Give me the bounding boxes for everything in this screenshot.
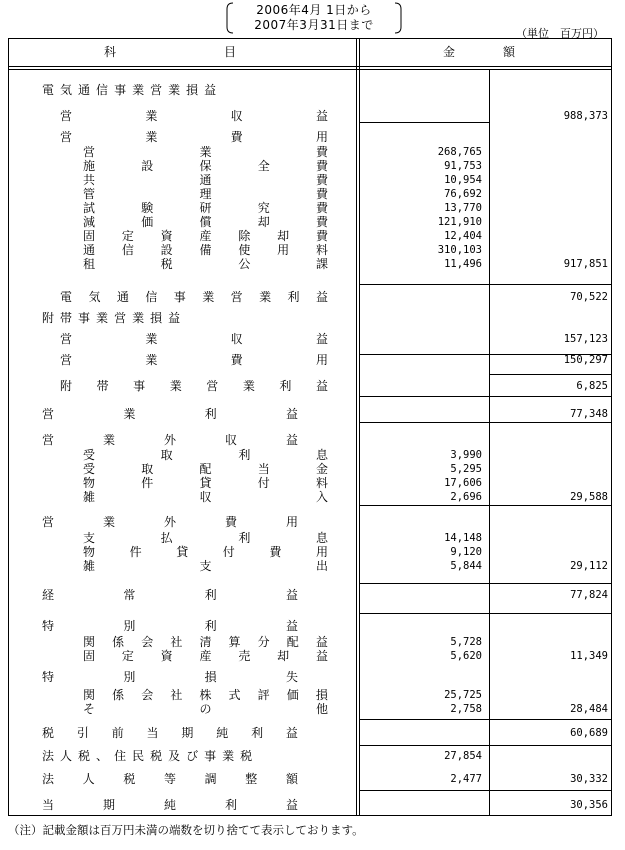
row-amount-detail: 2,696 [450,491,482,503]
row-label: 法 人 税 、 住 民 税 及 び 事 業 税 [42,749,259,763]
row-amount-total [492,619,608,633]
row-amount-total: 30,356 [570,799,608,811]
row-amount-total: 60,689 [570,727,608,739]
row-amount-total [492,311,608,325]
row-amount-detail: 13,770 [444,202,482,214]
row-amount-total: 11,349 [570,650,608,662]
row-label: 受 取 利 息 [83,448,328,462]
row-amount-total [492,83,608,97]
row-label: 租 税 公 課 [83,257,328,271]
row-amount-total [492,448,608,462]
row-label: 試 験 研 究 費 [83,201,328,215]
unit-label: （単位 百万円） [516,27,604,40]
row-label: 受 取 配 当 金 [83,462,328,476]
row-amount-detail: 5,295 [450,463,482,475]
row-amount-total: 70,522 [570,291,608,303]
row-amount-total [492,215,608,229]
row-amount-total: 157,123 [563,333,608,345]
row-label: そ の 他 [83,702,328,716]
row-amount-total: 29,112 [570,560,608,572]
row-amount-detail [360,515,482,529]
row-amount-total: 917,851 [563,258,608,270]
column-header-amount: 金 額 [443,45,516,59]
row-amount-total [492,145,608,159]
row-label: 固 定 資 産 売 却 益 [83,649,328,663]
period-end: 2007年3月31日まで [254,18,374,32]
row-label: 物 件 貸 付 料 [83,476,328,490]
row-amount-total [492,130,608,144]
row-amount-total: 150,297 [563,354,608,366]
row-amount-detail: 310,103 [437,244,482,256]
row-amount-total [492,749,608,763]
row-amount-detail [360,353,482,367]
row-amount-total: 30,332 [570,773,608,785]
row-label: 当 期 純 利 益 [42,798,298,812]
row-label: 営 業 外 収 益 [42,433,298,447]
row-amount-detail [360,433,482,447]
row-label: 附 帯 事 業 営 業 利 益 [60,379,328,393]
row-amount-total: 28,484 [570,703,608,715]
row-amount-detail [360,726,482,740]
column-header-subject: 科 目 [104,45,237,59]
row-amount-total [492,433,608,447]
row-amount-total [492,159,608,173]
row-amount-detail: 5,620 [450,650,482,662]
row-label: 営 業 外 費 用 [42,515,298,529]
row-label: 税 引 前 当 期 純 利 益 [42,726,298,740]
row-amount-detail [360,379,482,393]
row-amount-total [492,688,608,702]
row-amount-detail: 2,758 [450,703,482,715]
row-amount-detail [360,332,482,346]
row-label: 物 件 貸 付 費 用 [83,545,328,559]
row-amount-detail: 14,148 [444,532,482,544]
row-label: 電 気 通 信 事 業 営 業 損 益 [42,83,223,97]
row-label: 施 設 保 全 費 [83,159,328,173]
row-label: 営 業 収 益 [60,332,328,346]
row-amount-detail: 5,844 [450,560,482,572]
row-amount-detail: 5,728 [450,636,482,648]
row-amount-detail [360,83,482,97]
row-amount-detail [360,619,482,633]
row-amount-total [492,462,608,476]
row-label: 営 業 費 用 [60,130,328,144]
row-label: 特 別 損 失 [42,670,298,684]
row-amount-detail: 121,910 [437,216,482,228]
row-label: 固 定 資 産 除 却 費 [83,229,328,243]
row-amount-detail: 17,606 [444,477,482,489]
row-amount-total: 77,348 [570,408,608,420]
row-amount-detail [360,407,482,421]
row-label: 特 別 利 益 [42,619,298,633]
row-amount-detail: 3,990 [450,449,482,461]
row-amount-total: 988,373 [563,110,608,122]
row-amount-total: 6,825 [576,380,608,392]
row-amount-detail [360,109,482,123]
row-amount-total [492,173,608,187]
row-amount-detail: 27,854 [444,750,482,762]
row-label: 関 係 会 社 株 式 評 価 損 [83,688,328,702]
row-amount-total [492,545,608,559]
row-amount-detail [360,798,482,812]
row-amount-detail [360,311,482,325]
row-label: 法 人 税 等 調 整 額 [42,772,298,786]
row-label: 附 帯 事 業 営 業 損 益 [42,311,187,325]
row-amount-detail: 2,477 [450,773,482,785]
footnote: （注）記載金額は百万円未満の端数を切り捨てて表示しております。 [8,823,364,837]
row-label: 雑 収 入 [83,490,328,504]
row-amount-detail: 11,496 [444,258,482,270]
row-label: 通 信 設 備 使 用 料 [83,243,328,257]
row-amount-total [492,187,608,201]
row-amount-detail: 76,692 [444,188,482,200]
row-amount-total: 29,588 [570,491,608,503]
row-label: 電 気 通 信 事 業 営 業 利 益 [60,290,328,304]
row-amount-total [492,670,608,684]
row-amount-detail [360,670,482,684]
row-label: 営 業 費 用 [60,353,328,367]
row-amount-detail [360,588,482,602]
row-amount-total [492,476,608,490]
row-amount-total [492,515,608,529]
income-statement-table [8,38,612,817]
row-label: 共 通 費 [83,173,328,187]
row-label: 営 業 利 益 [42,407,298,421]
row-amount-detail: 10,954 [444,174,482,186]
row-amount-total [492,229,608,243]
row-label: 支 払 利 息 [83,531,328,545]
period-start: 2006年4月 1日から [256,3,372,17]
row-label: 減 価 償 却 費 [83,215,328,229]
row-label: 営 業 費 [83,145,328,159]
row-amount-total [492,201,608,215]
row-amount-total [492,635,608,649]
row-label: 関 係 会 社 清 算 分 配 益 [83,635,328,649]
row-amount-total: 77,824 [570,589,608,601]
row-label: 経 常 利 益 [42,588,298,602]
row-amount-detail [360,290,482,304]
row-amount-detail: 25,725 [444,689,482,701]
row-amount-total [492,531,608,545]
row-label: 雑 支 出 [83,559,328,573]
row-label: 管 理 費 [83,187,328,201]
row-amount-detail: 268,765 [437,146,482,158]
row-label: 営 業 収 益 [60,109,328,123]
fiscal-period [225,2,403,34]
row-amount-detail: 91,753 [444,160,482,172]
row-amount-detail [360,130,482,144]
row-amount-total [492,243,608,257]
row-amount-detail: 12,404 [444,230,482,242]
row-amount-detail: 9,120 [450,546,482,558]
